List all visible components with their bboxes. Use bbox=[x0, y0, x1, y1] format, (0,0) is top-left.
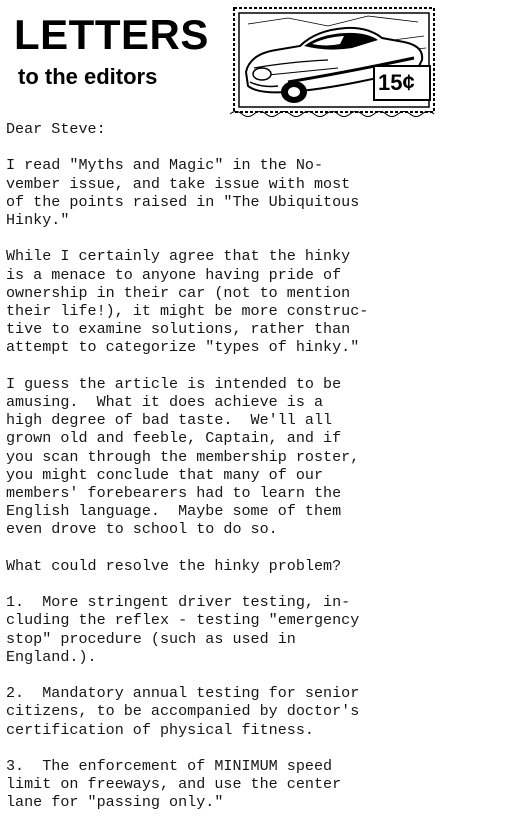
stamp-price: 15¢ bbox=[378, 70, 415, 95]
question: What could resolve the hinky problem? bbox=[6, 556, 342, 575]
paragraph-2: While I certainly agree that the hinky is a menace to anyone having pride of ownership in their car (not to mention their life!), it might be more construc- tive to examine solutions, rather than attempt to categorize "types of hinky." bbox=[6, 247, 369, 357]
section-title: LETTERS bbox=[14, 11, 209, 58]
list-item-1: 1. More stringent driver testing, in- cluding the reflex - testing "emergency stop" procedure (such as used in England.). bbox=[6, 593, 360, 666]
car-stamp-icon bbox=[228, 2, 440, 118]
paragraph-1: I read "Myths and Magic" in the No- vember issue, and take issue with most of the points raised in "The Ubiquitous Hinky." bbox=[6, 156, 360, 229]
salutation: Dear Steve: bbox=[6, 120, 106, 138]
list-item-3: 3. The enforcement of MINIMUM speed limit on freeways, and use the center lane for "passing only." bbox=[6, 757, 342, 812]
section-subtitle: to the editors bbox=[18, 64, 158, 89]
letter-body bbox=[6, 120, 514, 812]
paragraph-3: I guess the article is intended to be amusing. What it does achieve is a high degree of bad taste. We'll all grown old and feeble, Captain, and if you scan through the membership roster, you might conclude that many of our members' forebearers had to learn the English language. Maybe some of them even drove to school to do so. bbox=[6, 374, 360, 539]
list-item-2: 2. Mandatory annual testing for senior citizens, to be accompanied by doctor's certification of physical fitness. bbox=[6, 684, 360, 739]
